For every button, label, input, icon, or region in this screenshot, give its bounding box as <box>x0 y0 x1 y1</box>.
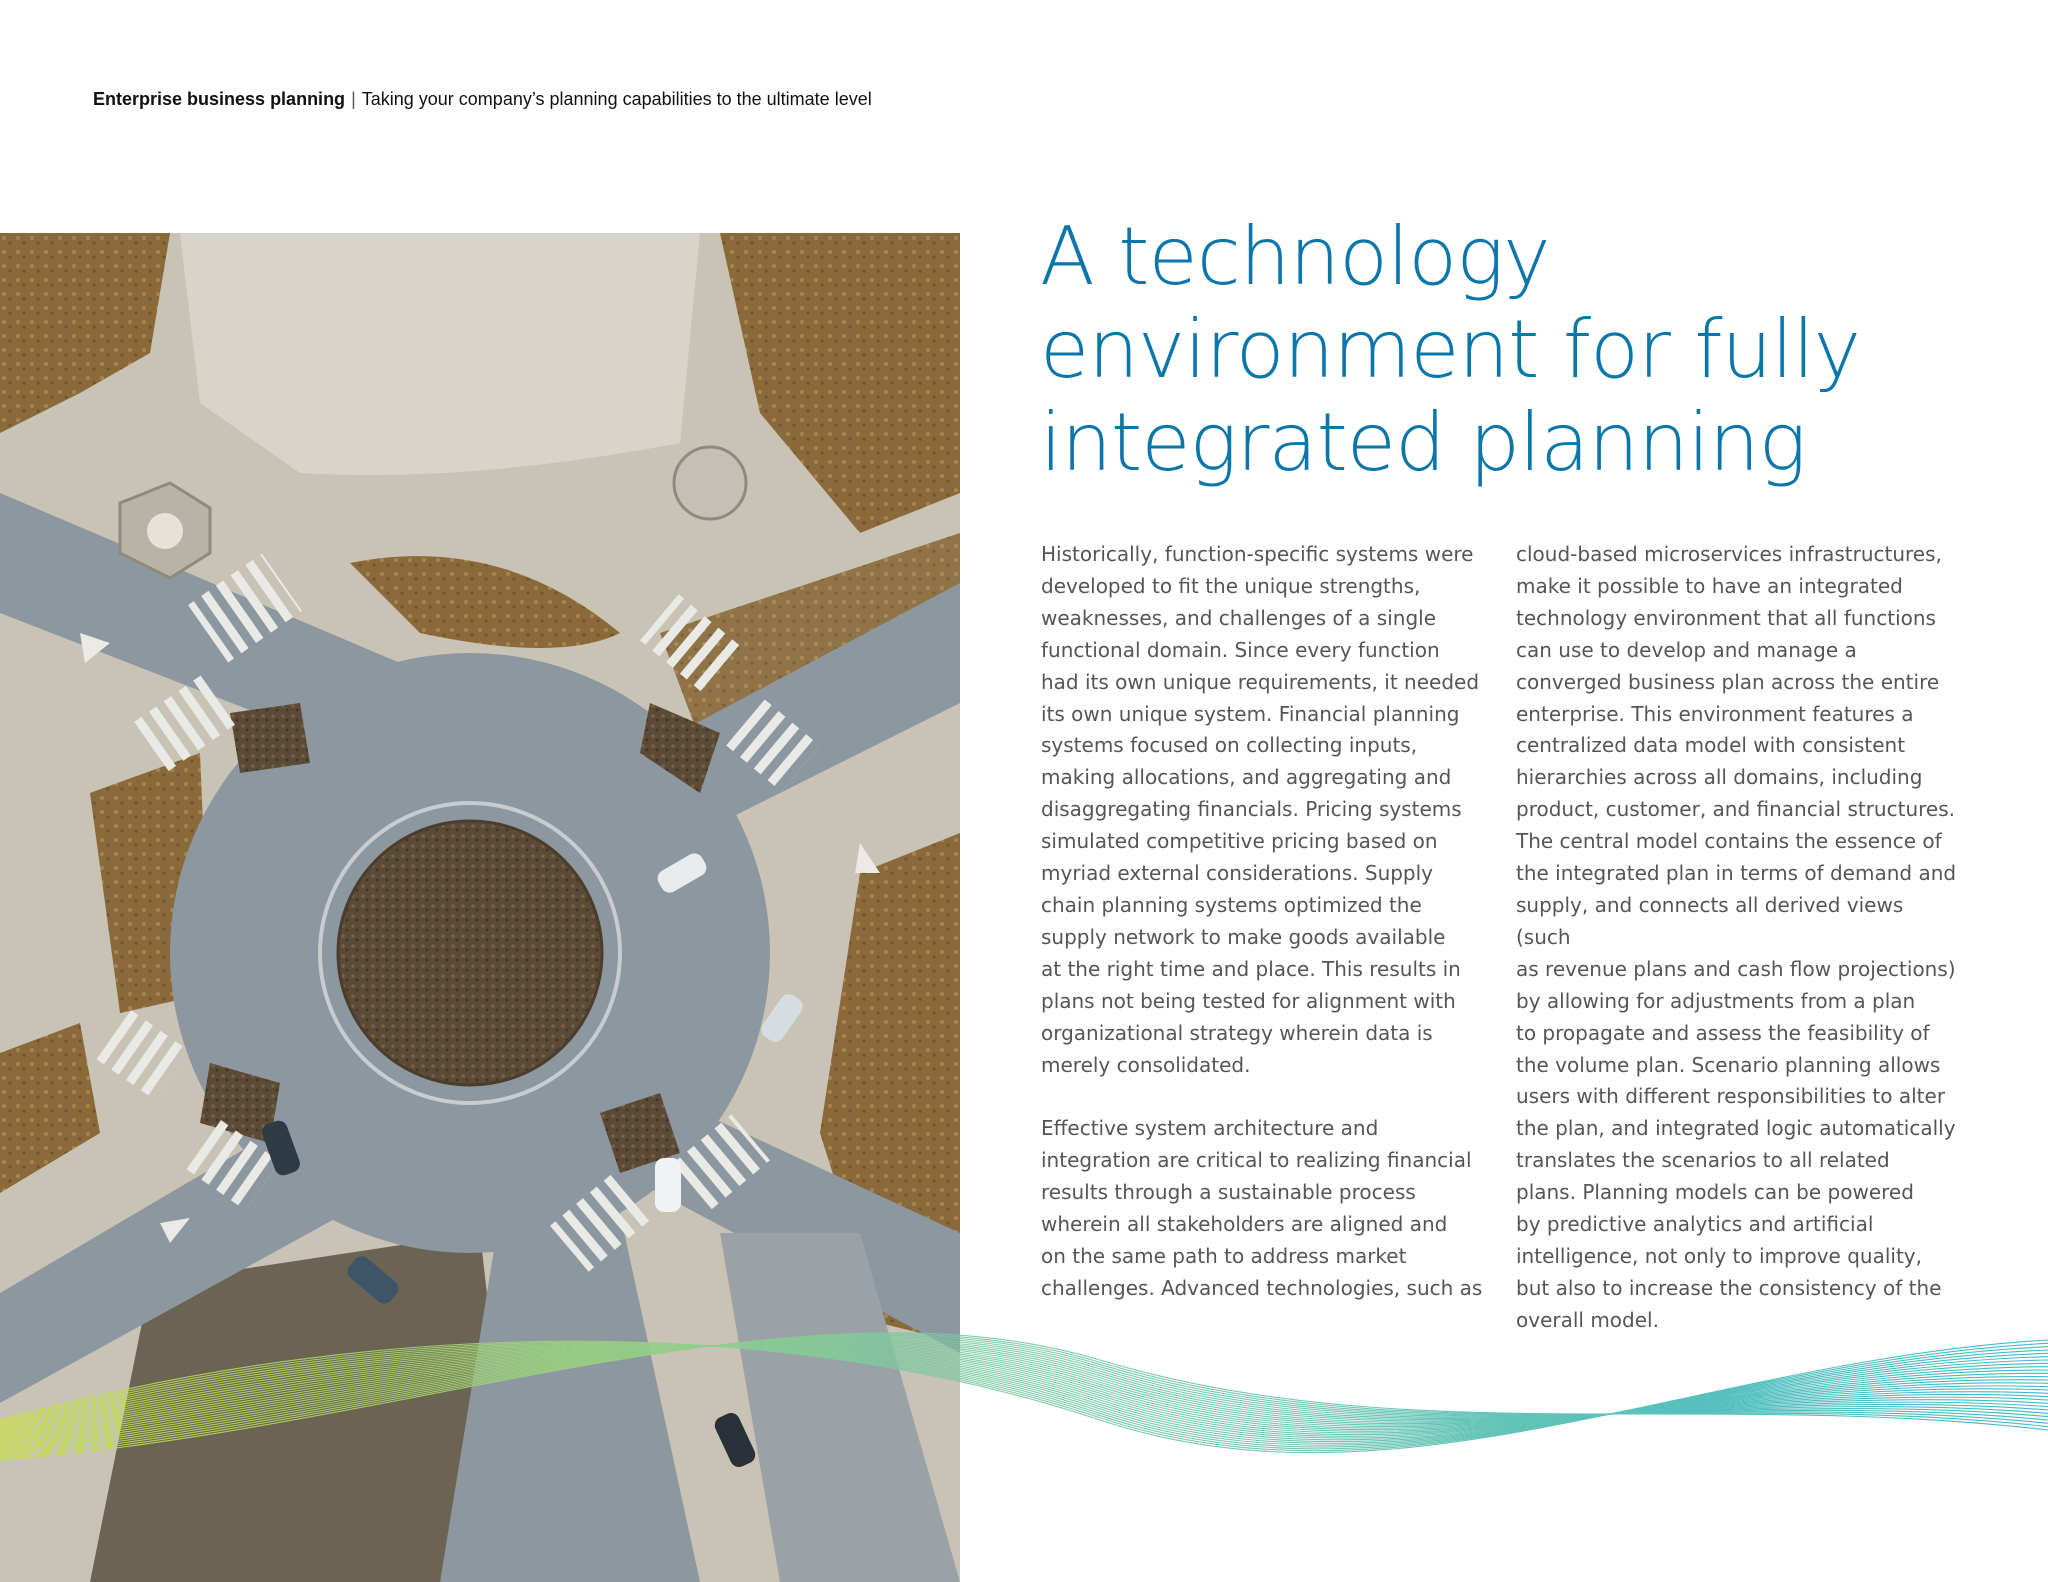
running-header <box>93 89 872 110</box>
aerial-roundabout-photo <box>0 233 960 1582</box>
body-column-right <box>1516 539 1961 1337</box>
header-separator: | <box>351 89 356 109</box>
title-line-2: environment for fully <box>1040 303 1861 396</box>
title-line-1: A technology <box>1040 210 1550 303</box>
body-paragraph: Historically, function-specific systems were developed to fit the unique strengths, weaknesses, and challenges of a single functional domain. Since every function had its own unique requirements, it needed its own unique system. Financial planning systems focused on collecting inputs, making allocations, and aggregating and disaggregating financials. Pricing systems simulated competitive pricing based on myriad external considerations. Supply chain planning systems optimized the supply network to make goods available at the right time and place. This results in plans not being tested for alignment with organizational strategy wherein data is merely consolidated. <box>1041 542 1480 1077</box>
body-paragraph: cloud-based microservices infrastructures, make it possible to have an integrated technology environment that all functions can use to develop and manage a converged business plan across the entire enterprise. This environment features a centralized data model with consistent hierarchies across all domains, including product, customer, and financial structures. The central model contains the essence of the integrated plan in terms of demand and supply, and connects all derived views (such as revenue plans and cash flow projections) by allowing for adjustments from a plan to propagate and assess the feasibility of the volume plan. Scenario planning allows users with different responsibilities to alter the plan, and integrated logic automatically translates the scenarios to all related plans. Planning models can be powered by predictive analytics and artificial intelligence, not only to improve quality, but also to increase the consistency of the overall model. <box>1516 542 1957 1332</box>
header-subtitle: Taking your company’s planning capabilities to the ultimate level <box>361 89 872 109</box>
title-line-3: integrated planning <box>1040 396 1806 489</box>
page-title <box>1040 210 1940 489</box>
body-column-left <box>1041 539 1486 1305</box>
body-paragraph: Effective system architecture and integration are critical to realizing financial results through a sustainable process wherein all stakeholders are aligned and on the same path to address market challenges. Advanced technologies, such as <box>1041 1116 1483 1300</box>
section-name: Enterprise business planning <box>93 89 346 109</box>
